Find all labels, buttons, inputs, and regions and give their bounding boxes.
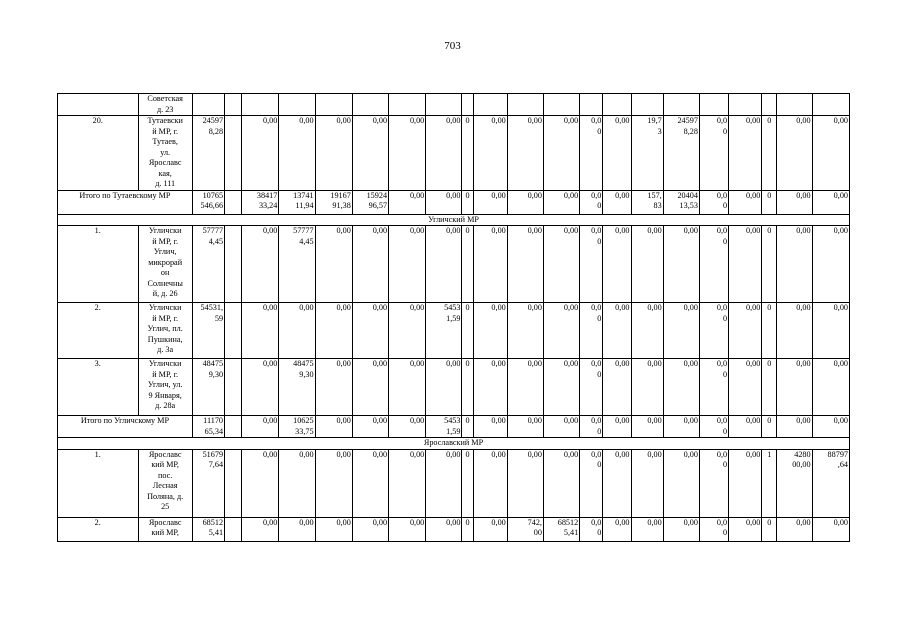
table-cell: 0,00	[473, 416, 507, 438]
table-cell: 24597 8,28	[663, 116, 699, 191]
table-cell: 0,00	[631, 416, 663, 438]
table-cell: 0,00	[777, 303, 812, 359]
table-cell: 0,00	[663, 303, 699, 359]
table-cell	[315, 94, 352, 116]
table-cell: 0,00	[812, 517, 849, 541]
table-cell: 0	[462, 226, 473, 303]
table-cell	[279, 94, 315, 116]
table-cell: 0,00	[315, 303, 352, 359]
table-cell: 0,00	[315, 116, 352, 191]
table-cell: 0,00	[507, 303, 543, 359]
table-cell: 0,00	[812, 416, 849, 438]
table-cell	[473, 94, 507, 116]
row-number: 1.	[58, 226, 139, 303]
table-cell: 0,00	[473, 226, 507, 303]
table-cell: 20404 13,53	[663, 190, 699, 214]
table-cell: 0,00	[242, 359, 279, 416]
table-cell: 0,0 0	[699, 116, 728, 191]
table-cell: 0,00	[777, 359, 812, 416]
table-cell: 5453 1,59	[426, 303, 462, 359]
table-cell	[225, 359, 242, 416]
table-cell: 0,00	[389, 303, 426, 359]
table-cell: 0,00	[729, 449, 762, 517]
table-cell: 0,00	[603, 449, 631, 517]
table-cell: 38417 33,24	[242, 190, 279, 214]
table-cell	[543, 94, 579, 116]
table-cell: 0,0 0	[699, 517, 728, 541]
table-cell: 0,00	[279, 449, 315, 517]
table-cell: 0,00	[242, 416, 279, 438]
row-number: 2.	[58, 517, 139, 541]
table-cell: 10625 33,75	[279, 416, 315, 438]
table-cell: 0,00	[242, 449, 279, 517]
table-cell: 0,00	[812, 226, 849, 303]
table-cell: 0,00	[631, 303, 663, 359]
table-row	[58, 449, 850, 517]
table-cell	[389, 94, 426, 116]
table-cell: 0	[462, 416, 473, 438]
table-cell: 0,00	[812, 190, 849, 214]
table-cell: 0,00	[389, 116, 426, 191]
table-cell: 0,00	[315, 226, 352, 303]
table-cell: 0,00	[389, 449, 426, 517]
address-cell: Угличски й МР, г. Углич, пл. Пушкина, д. 3а	[138, 303, 192, 359]
table-cell: 51679 7,64	[192, 449, 224, 517]
table-cell: 0,00	[543, 190, 579, 214]
table-cell: 0,00	[315, 359, 352, 416]
table-cell: 0,00	[352, 449, 388, 517]
table-cell: 0	[462, 517, 473, 541]
table-cell: 0,0 0	[699, 449, 728, 517]
table-cell: 0,00	[426, 449, 462, 517]
table-cell: 0,00	[603, 226, 631, 303]
table-cell: 0	[462, 190, 473, 214]
table-cell	[812, 94, 849, 116]
table-cell: 0	[762, 517, 777, 541]
table-cell: 0,00	[242, 226, 279, 303]
table-cell	[225, 226, 242, 303]
table-cell: 0,00	[543, 116, 579, 191]
page-number: 703	[444, 40, 461, 52]
table-cell: 0,00	[777, 517, 812, 541]
table-cell: 0,00	[663, 416, 699, 438]
table-cell: 0	[462, 116, 473, 191]
table-cell: 0,00	[352, 303, 388, 359]
table-cell	[225, 94, 242, 116]
table-cell: 0,00	[543, 303, 579, 359]
table-cell: 0,00	[473, 449, 507, 517]
table-cell: 0,00	[426, 116, 462, 191]
table-cell	[663, 94, 699, 116]
table-cell: 15924 96,57	[352, 190, 388, 214]
table-row	[58, 226, 850, 303]
register-body	[58, 94, 850, 542]
table-cell: 0,0 0	[580, 517, 603, 541]
table-cell: 54531, 59	[192, 303, 224, 359]
table-cell: 0,00	[473, 190, 507, 214]
table-cell: 0,00	[507, 449, 543, 517]
table-cell: 48475 9,30	[192, 359, 224, 416]
table-cell: 0	[762, 116, 777, 191]
table-cell	[603, 94, 631, 116]
row-number	[58, 94, 139, 116]
table-cell: 0,00	[603, 359, 631, 416]
table-cell	[225, 416, 242, 438]
table-cell: 0,00	[426, 190, 462, 214]
table-cell: 157, 83	[631, 190, 663, 214]
table-cell: 0,00	[426, 359, 462, 416]
table-cell: 0,00	[426, 517, 462, 541]
table-cell: 0,0 0	[699, 226, 728, 303]
table-cell: 0,0 0	[699, 190, 728, 214]
table-cell: 0,00	[812, 359, 849, 416]
table-cell: 0,00	[631, 449, 663, 517]
table-cell: 1	[762, 449, 777, 517]
table-cell: 0,00	[543, 359, 579, 416]
total-row	[58, 416, 850, 438]
table-cell: 0,00	[389, 517, 426, 541]
table-cell: 0,00	[389, 359, 426, 416]
table-cell: 0,00	[389, 190, 426, 214]
table-cell: 24597 8,28	[192, 116, 224, 191]
register-table	[57, 93, 850, 542]
total-label: Итого по Угличскому МР	[58, 416, 193, 438]
table-cell: 57777 4,45	[192, 226, 224, 303]
table-cell: 0,00	[543, 416, 579, 438]
table-cell: 0,00	[603, 190, 631, 214]
table-cell: 57777 4,45	[279, 226, 315, 303]
table-cell	[225, 449, 242, 517]
table-cell: 0,00	[777, 190, 812, 214]
table-cell: 0,00	[631, 359, 663, 416]
total-row	[58, 190, 850, 214]
table-cell: 68512 5,41	[543, 517, 579, 541]
table-cell: 0,00	[543, 226, 579, 303]
table-cell: 0,00	[507, 359, 543, 416]
table-cell: 0,00	[631, 226, 663, 303]
table-cell	[462, 94, 473, 116]
table-cell: 0	[462, 303, 473, 359]
table-cell: 0,00	[507, 226, 543, 303]
address-cell: Тутаевски й МР, г. Тутаев, ул. Ярославс кая, д. 111	[138, 116, 192, 191]
table-cell: 0,00	[315, 517, 352, 541]
table-cell	[580, 94, 603, 116]
table-cell: 0,0 0	[580, 116, 603, 191]
table-cell: 0,00	[729, 226, 762, 303]
table-cell	[631, 94, 663, 116]
table-cell: 0,00	[663, 517, 699, 541]
table-cell: 0,00	[777, 416, 812, 438]
table-cell: 0,00	[389, 416, 426, 438]
row-number: 2.	[58, 303, 139, 359]
table-cell	[762, 94, 777, 116]
table-cell: 10765 546,66	[192, 190, 224, 214]
table-cell: 742, 00	[507, 517, 543, 541]
section-title: Ярославский МР	[58, 438, 850, 450]
table-row	[58, 303, 850, 359]
table-cell: 0,00	[352, 517, 388, 541]
table-cell: 19,7 3	[631, 116, 663, 191]
table-cell: 0,00	[352, 116, 388, 191]
table-cell	[225, 303, 242, 359]
table-cell: 0,00	[729, 416, 762, 438]
table-cell: 0,00	[729, 190, 762, 214]
table-cell: 88797 ,64	[812, 449, 849, 517]
table-cell: 0	[462, 359, 473, 416]
table-cell: 0,0 0	[580, 416, 603, 438]
section-title: Угличский МР	[58, 214, 850, 226]
table-cell: 0,00	[473, 303, 507, 359]
table-cell: 0,00	[777, 226, 812, 303]
table-cell: 0,00	[507, 416, 543, 438]
table-cell: 0,0 0	[699, 416, 728, 438]
table-cell	[507, 94, 543, 116]
row-number: 20.	[58, 116, 139, 191]
table-cell: 0,00	[352, 226, 388, 303]
address-cell: Ярославс кий МР, пос. Лесная Поляна, д. 25	[138, 449, 192, 517]
table-cell: 0,00	[729, 116, 762, 191]
table-cell: 0,00	[389, 226, 426, 303]
table-cell: 0,00	[315, 449, 352, 517]
table-cell: 4280 00,00	[777, 449, 812, 517]
table-cell: 0,00	[603, 517, 631, 541]
table-cell: 0,00	[729, 359, 762, 416]
address-cell: Ярославс кий МР,	[138, 517, 192, 541]
table-cell: 0,0 0	[580, 359, 603, 416]
table-cell: 0,00	[631, 517, 663, 541]
table-row	[58, 517, 850, 541]
table-cell: 0	[462, 449, 473, 517]
table-cell: 0	[762, 359, 777, 416]
table-cell	[242, 94, 279, 116]
row-number: 1.	[58, 449, 139, 517]
table-cell: 0,0 0	[580, 449, 603, 517]
table-cell: 0,00	[812, 116, 849, 191]
table-cell: 0,00	[663, 359, 699, 416]
table-cell	[225, 116, 242, 191]
table-cell: 0,00	[473, 359, 507, 416]
table-cell	[192, 94, 224, 116]
table-cell	[777, 94, 812, 116]
table-cell: 0,00	[663, 449, 699, 517]
section-header-row	[58, 438, 850, 450]
table-cell: 0,00	[242, 517, 279, 541]
table-cell: 13741 11,94	[279, 190, 315, 214]
table-cell: 0,00	[242, 116, 279, 191]
section-header-row	[58, 214, 850, 226]
table-cell: 19167 91,38	[315, 190, 352, 214]
table-cell: 0	[762, 303, 777, 359]
table-cell: 0,00	[507, 116, 543, 191]
table-cell	[729, 94, 762, 116]
table-cell: 0,00	[729, 303, 762, 359]
table-cell	[352, 94, 388, 116]
table-cell: 0,00	[473, 116, 507, 191]
table-cell	[699, 94, 728, 116]
address-cell: Угличски й МР, г. Углич, микрорай он Солнечны й, д. 26	[138, 226, 192, 303]
table-cell: 0,00	[242, 303, 279, 359]
table-cell: 0,0 0	[580, 190, 603, 214]
table-cell: 0,0 0	[580, 226, 603, 303]
table-cell: 0,00	[352, 359, 388, 416]
table-cell: 0,0 0	[580, 303, 603, 359]
table-cell: 68512 5,41	[192, 517, 224, 541]
address-cell: Советская д. 23	[138, 94, 192, 116]
table-cell: 11170 65,34	[192, 416, 224, 438]
table-cell: 0,00	[279, 116, 315, 191]
table-cell: 0,00	[279, 517, 315, 541]
table-cell: 0,00	[729, 517, 762, 541]
table-cell: 0	[762, 416, 777, 438]
table-cell	[426, 94, 462, 116]
table-cell: 0,00	[812, 303, 849, 359]
table-cell: 0,00	[279, 303, 315, 359]
table-cell: 0,0 0	[699, 303, 728, 359]
address-cell: Угличски й МР, г. Углич, ул. 9 Января, д. 28а	[138, 359, 192, 416]
table-cell: 48475 9,30	[279, 359, 315, 416]
row-number: 3.	[58, 359, 139, 416]
table-cell: 0,00	[352, 416, 388, 438]
table-cell: 0	[762, 190, 777, 214]
table-cell: 0,00	[315, 416, 352, 438]
total-label: Итого по Тутаевскому МР	[58, 190, 193, 214]
table-row	[58, 94, 850, 116]
table-cell: 0,00	[603, 116, 631, 191]
table-cell: 0,00	[663, 226, 699, 303]
table-cell: 0	[762, 226, 777, 303]
table-cell: 0,0 0	[699, 359, 728, 416]
table-cell: 0,00	[777, 116, 812, 191]
table-cell: 0,00	[543, 449, 579, 517]
table-cell	[225, 517, 242, 541]
table-row	[58, 359, 850, 416]
table-cell	[225, 190, 242, 214]
table-cell: 0,00	[507, 190, 543, 214]
table-cell: 0,00	[473, 517, 507, 541]
table-cell: 0,00	[426, 226, 462, 303]
table-cell: 0,00	[603, 416, 631, 438]
table-row	[58, 116, 850, 191]
table-cell: 0,00	[603, 303, 631, 359]
table-cell: 5453 1,59	[426, 416, 462, 438]
